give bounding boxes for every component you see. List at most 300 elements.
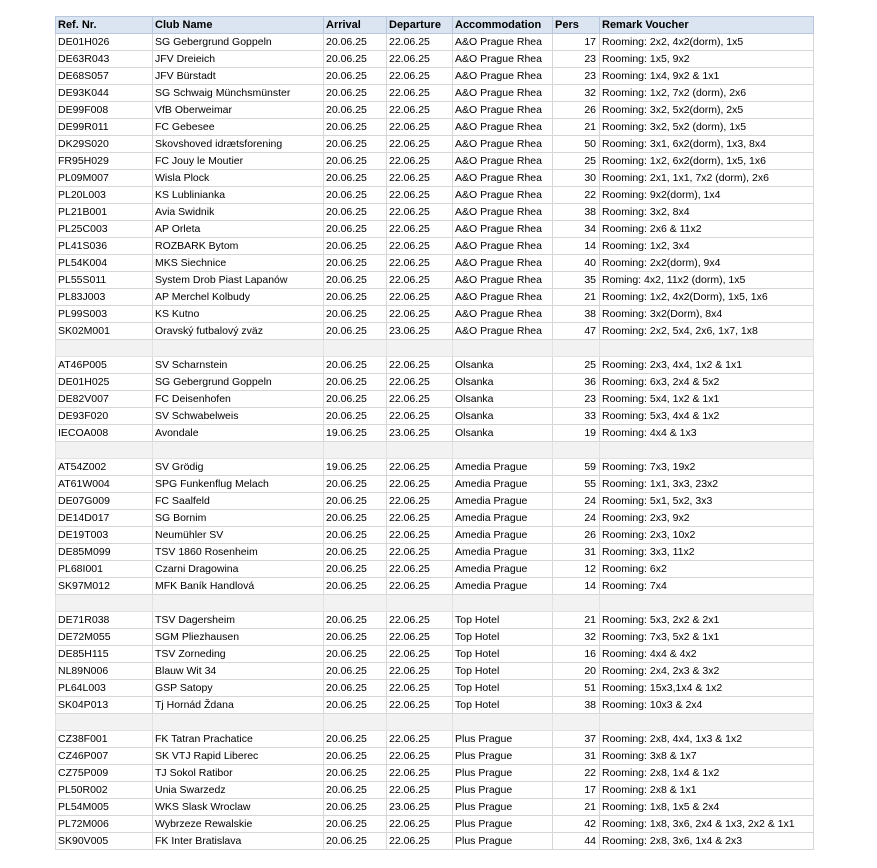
remark-cell[interactable]: Rooming: 1x5, 9x2	[600, 51, 814, 68]
ref-nr-cell[interactable]: PL50R002	[56, 782, 153, 799]
pers-cell[interactable]: 17	[553, 782, 600, 799]
club-name-cell[interactable]: Wisla Plock	[153, 170, 324, 187]
ref-nr-cell[interactable]: PL83J003	[56, 289, 153, 306]
arrival-cell[interactable]: 20.06.25	[324, 476, 387, 493]
header-departure[interactable]: Departure	[387, 17, 453, 34]
arrival-cell[interactable]: 20.06.25	[324, 612, 387, 629]
departure-cell[interactable]: 22.06.25	[387, 153, 453, 170]
arrival-cell[interactable]: 20.06.25	[324, 493, 387, 510]
header-arrival[interactable]: Arrival	[324, 17, 387, 34]
arrival-cell[interactable]: 20.06.25	[324, 663, 387, 680]
departure-cell[interactable]: 22.06.25	[387, 34, 453, 51]
club-name-cell[interactable]: SV Scharnstein	[153, 357, 324, 374]
club-name-cell[interactable]: KS Kutno	[153, 306, 324, 323]
remark-cell[interactable]: Rooming: 1x2, 3x4	[600, 238, 814, 255]
arrival-cell[interactable]: 20.06.25	[324, 238, 387, 255]
departure-cell[interactable]: 22.06.25	[387, 51, 453, 68]
accommodation-cell[interactable]: Amedia Prague	[453, 510, 553, 527]
arrival-cell[interactable]: 20.06.25	[324, 544, 387, 561]
remark-cell[interactable]: Rooming: 2x2, 5x4, 2x6, 1x7, 1x8	[600, 323, 814, 340]
accommodation-cell[interactable]: Amedia Prague	[453, 476, 553, 493]
accommodation-cell[interactable]: Amedia Prague	[453, 561, 553, 578]
remark-cell[interactable]: Rooming: 3x2(Dorm), 8x4	[600, 306, 814, 323]
departure-cell[interactable]: 22.06.25	[387, 408, 453, 425]
empty-cell[interactable]	[324, 442, 387, 459]
club-name-cell[interactable]: Tj Hornád Ždana	[153, 697, 324, 714]
arrival-cell[interactable]: 20.06.25	[324, 85, 387, 102]
departure-cell[interactable]: 23.06.25	[387, 799, 453, 816]
ref-nr-cell[interactable]: DE72M055	[56, 629, 153, 646]
empty-cell[interactable]	[553, 442, 600, 459]
remark-cell[interactable]: Rooming: 1x2, 7x2 (dorm), 2x6	[600, 85, 814, 102]
departure-cell[interactable]: 22.06.25	[387, 102, 453, 119]
accommodation-cell[interactable]: A&O Prague Rhea	[453, 272, 553, 289]
club-name-cell[interactable]: ROZBARK Bytom	[153, 238, 324, 255]
pers-cell[interactable]: 24	[553, 493, 600, 510]
club-name-cell[interactable]: GSP Satopy	[153, 680, 324, 697]
club-name-cell[interactable]: SPG Funkenflug Melach	[153, 476, 324, 493]
club-name-cell[interactable]: Oravský futbalový zväz	[153, 323, 324, 340]
club-name-cell[interactable]: MFK Baník Handlová	[153, 578, 324, 595]
ref-nr-cell[interactable]: PL99S003	[56, 306, 153, 323]
departure-cell[interactable]: 22.06.25	[387, 272, 453, 289]
accommodation-cell[interactable]: A&O Prague Rhea	[453, 204, 553, 221]
accommodation-cell[interactable]: A&O Prague Rhea	[453, 102, 553, 119]
club-name-cell[interactable]: Skovshoved idrætsforening	[153, 136, 324, 153]
header-club-name[interactable]: Club Name	[153, 17, 324, 34]
departure-cell[interactable]: 22.06.25	[387, 255, 453, 272]
departure-cell[interactable]: 22.06.25	[387, 748, 453, 765]
ref-nr-cell[interactable]: PL72M006	[56, 816, 153, 833]
pers-cell[interactable]: 14	[553, 578, 600, 595]
departure-cell[interactable]: 22.06.25	[387, 204, 453, 221]
arrival-cell[interactable]: 19.06.25	[324, 425, 387, 442]
accommodation-cell[interactable]: Plus Prague	[453, 748, 553, 765]
arrival-cell[interactable]: 20.06.25	[324, 374, 387, 391]
arrival-cell[interactable]: 20.06.25	[324, 255, 387, 272]
accommodation-cell[interactable]: Amedia Prague	[453, 493, 553, 510]
remark-cell[interactable]: Rooming: 1x2, 4x2(Dorm), 1x5, 1x6	[600, 289, 814, 306]
remark-cell[interactable]: Rooming: 3x1, 6x2(dorm), 1x3, 8x4	[600, 136, 814, 153]
pers-cell[interactable]: 34	[553, 221, 600, 238]
remark-cell[interactable]: Rooming: 2x3, 10x2	[600, 527, 814, 544]
arrival-cell[interactable]: 20.06.25	[324, 833, 387, 850]
club-name-cell[interactable]: TSV Dagersheim	[153, 612, 324, 629]
departure-cell[interactable]: 22.06.25	[387, 561, 453, 578]
ref-nr-cell[interactable]: CZ46P007	[56, 748, 153, 765]
accommodation-cell[interactable]: Plus Prague	[453, 765, 553, 782]
arrival-cell[interactable]: 20.06.25	[324, 323, 387, 340]
club-name-cell[interactable]: AP Orleta	[153, 221, 324, 238]
accommodation-cell[interactable]: Plus Prague	[453, 816, 553, 833]
arrival-cell[interactable]: 20.06.25	[324, 510, 387, 527]
pers-cell[interactable]: 26	[553, 102, 600, 119]
remark-cell[interactable]: Rooming: 1x4, 9x2 & 1x1	[600, 68, 814, 85]
empty-cell[interactable]	[453, 595, 553, 612]
pers-cell[interactable]: 42	[553, 816, 600, 833]
remark-cell[interactable]: Rooming: 2x2, 4x2(dorm), 1x5	[600, 34, 814, 51]
departure-cell[interactable]: 22.06.25	[387, 374, 453, 391]
pers-cell[interactable]: 31	[553, 544, 600, 561]
arrival-cell[interactable]: 20.06.25	[324, 204, 387, 221]
header-accommodation[interactable]: Accommodation	[453, 17, 553, 34]
departure-cell[interactable]: 23.06.25	[387, 323, 453, 340]
accommodation-cell[interactable]: Top Hotel	[453, 646, 553, 663]
departure-cell[interactable]: 22.06.25	[387, 527, 453, 544]
arrival-cell[interactable]: 20.06.25	[324, 119, 387, 136]
accommodation-cell[interactable]: A&O Prague Rhea	[453, 153, 553, 170]
departure-cell[interactable]: 22.06.25	[387, 680, 453, 697]
club-name-cell[interactable]: AP Merchel Kolbudy	[153, 289, 324, 306]
departure-cell[interactable]: 22.06.25	[387, 476, 453, 493]
remark-cell[interactable]: Rooming: 5x3, 4x4 & 1x2	[600, 408, 814, 425]
arrival-cell[interactable]: 20.06.25	[324, 357, 387, 374]
arrival-cell[interactable]: 20.06.25	[324, 306, 387, 323]
arrival-cell[interactable]: 20.06.25	[324, 289, 387, 306]
club-name-cell[interactable]: SG Schwaig Münchsmünster	[153, 85, 324, 102]
arrival-cell[interactable]: 20.06.25	[324, 799, 387, 816]
departure-cell[interactable]: 22.06.25	[387, 136, 453, 153]
empty-cell[interactable]	[324, 340, 387, 357]
empty-cell[interactable]	[153, 340, 324, 357]
empty-cell[interactable]	[453, 442, 553, 459]
arrival-cell[interactable]: 20.06.25	[324, 816, 387, 833]
departure-cell[interactable]: 22.06.25	[387, 765, 453, 782]
pers-cell[interactable]: 38	[553, 204, 600, 221]
club-name-cell[interactable]: VfB Oberweimar	[153, 102, 324, 119]
remark-cell[interactable]: Rooming: 3x2, 5x2 (dorm), 1x5	[600, 119, 814, 136]
arrival-cell[interactable]: 20.06.25	[324, 748, 387, 765]
remark-cell[interactable]: Rooming: 2x2(dorm), 9x4	[600, 255, 814, 272]
pers-cell[interactable]: 32	[553, 629, 600, 646]
departure-cell[interactable]: 22.06.25	[387, 612, 453, 629]
club-name-cell[interactable]: Blauw Wit 34	[153, 663, 324, 680]
accommodation-cell[interactable]: A&O Prague Rhea	[453, 255, 553, 272]
ref-nr-cell[interactable]: DE14D017	[56, 510, 153, 527]
departure-cell[interactable]: 22.06.25	[387, 221, 453, 238]
remark-cell[interactable]: Rooming: 1x2, 6x2(dorm), 1x5, 1x6	[600, 153, 814, 170]
remark-cell[interactable]: Rooming: 1x1, 3x3, 23x2	[600, 476, 814, 493]
arrival-cell[interactable]: 20.06.25	[324, 153, 387, 170]
club-name-cell[interactable]: FC Jouy le Moutier	[153, 153, 324, 170]
empty-cell[interactable]	[553, 595, 600, 612]
empty-cell[interactable]	[387, 595, 453, 612]
accommodation-cell[interactable]: Top Hotel	[453, 663, 553, 680]
pers-cell[interactable]: 50	[553, 136, 600, 153]
accommodation-cell[interactable]: A&O Prague Rhea	[453, 187, 553, 204]
accommodation-cell[interactable]: A&O Prague Rhea	[453, 170, 553, 187]
arrival-cell[interactable]: 20.06.25	[324, 697, 387, 714]
pers-cell[interactable]: 36	[553, 374, 600, 391]
club-name-cell[interactable]: WKS Slask Wroclaw	[153, 799, 324, 816]
ref-nr-cell[interactable]: PL21B001	[56, 204, 153, 221]
empty-cell[interactable]	[153, 442, 324, 459]
empty-cell[interactable]	[153, 595, 324, 612]
pers-cell[interactable]: 22	[553, 187, 600, 204]
header-ref-nr[interactable]: Ref. Nr.	[56, 17, 153, 34]
remark-cell[interactable]: Rooming: 2x4, 2x3 & 3x2	[600, 663, 814, 680]
ref-nr-cell[interactable]: DE85H115	[56, 646, 153, 663]
remark-cell[interactable]: Roming: 4x2, 11x2 (dorm), 1x5	[600, 272, 814, 289]
accommodation-cell[interactable]: Olsanka	[453, 374, 553, 391]
empty-cell[interactable]	[453, 714, 553, 731]
empty-cell[interactable]	[387, 442, 453, 459]
arrival-cell[interactable]: 20.06.25	[324, 136, 387, 153]
remark-cell[interactable]: Rooming: 6x2	[600, 561, 814, 578]
ref-nr-cell[interactable]: PL54K004	[56, 255, 153, 272]
ref-nr-cell[interactable]: DE19T003	[56, 527, 153, 544]
accommodation-cell[interactable]: Olsanka	[453, 408, 553, 425]
remark-cell[interactable]: Rooming: 2x8, 4x4, 1x3 & 1x2	[600, 731, 814, 748]
remark-cell[interactable]: Rooming: 1x8, 3x6, 2x4 & 1x3, 2x2 & 1x1	[600, 816, 814, 833]
pers-cell[interactable]: 59	[553, 459, 600, 476]
remark-cell[interactable]: Rooming: 6x3, 2x4 & 5x2	[600, 374, 814, 391]
club-name-cell[interactable]: FC Deisenhofen	[153, 391, 324, 408]
arrival-cell[interactable]: 20.06.25	[324, 221, 387, 238]
ref-nr-cell[interactable]: DE93K044	[56, 85, 153, 102]
remark-cell[interactable]: Rooming: 3x8 & 1x7	[600, 748, 814, 765]
remark-cell[interactable]: Rooming: 4x4 & 1x3	[600, 425, 814, 442]
ref-nr-cell[interactable]: SK02M001	[56, 323, 153, 340]
accommodation-cell[interactable]: Plus Prague	[453, 731, 553, 748]
remark-cell[interactable]: Rooming: 2x1, 1x1, 7x2 (dorm), 2x6	[600, 170, 814, 187]
arrival-cell[interactable]: 20.06.25	[324, 68, 387, 85]
empty-cell[interactable]	[600, 442, 814, 459]
remark-cell[interactable]: Rooming: 3x3, 11x2	[600, 544, 814, 561]
ref-nr-cell[interactable]: PL25C003	[56, 221, 153, 238]
accommodation-cell[interactable]: Plus Prague	[453, 833, 553, 850]
accommodation-cell[interactable]: Top Hotel	[453, 629, 553, 646]
club-name-cell[interactable]: Unia Swarzedz	[153, 782, 324, 799]
departure-cell[interactable]: 22.06.25	[387, 816, 453, 833]
pers-cell[interactable]: 38	[553, 306, 600, 323]
club-name-cell[interactable]: TSV 1860 Rosenheim	[153, 544, 324, 561]
empty-cell[interactable]	[453, 340, 553, 357]
pers-cell[interactable]: 21	[553, 799, 600, 816]
header-pers[interactable]: Pers	[553, 17, 600, 34]
club-name-cell[interactable]: FC Gebesee	[153, 119, 324, 136]
club-name-cell[interactable]: Avondale	[153, 425, 324, 442]
pers-cell[interactable]: 44	[553, 833, 600, 850]
departure-cell[interactable]: 22.06.25	[387, 289, 453, 306]
pers-cell[interactable]: 22	[553, 765, 600, 782]
club-name-cell[interactable]: FK Tatran Prachatice	[153, 731, 324, 748]
club-name-cell[interactable]: Czarni Dragowina	[153, 561, 324, 578]
departure-cell[interactable]: 22.06.25	[387, 493, 453, 510]
ref-nr-cell[interactable]: DE68S057	[56, 68, 153, 85]
departure-cell[interactable]: 22.06.25	[387, 646, 453, 663]
pers-cell[interactable]: 19	[553, 425, 600, 442]
ref-nr-cell[interactable]: PL41S036	[56, 238, 153, 255]
ref-nr-cell[interactable]: DE82V007	[56, 391, 153, 408]
accommodation-cell[interactable]: Olsanka	[453, 357, 553, 374]
club-name-cell[interactable]: FC Saalfeld	[153, 493, 324, 510]
arrival-cell[interactable]: 20.06.25	[324, 102, 387, 119]
pers-cell[interactable]: 30	[553, 170, 600, 187]
remark-cell[interactable]: Rooming: 5x1, 5x2, 3x3	[600, 493, 814, 510]
accommodation-cell[interactable]: Plus Prague	[453, 799, 553, 816]
accommodation-cell[interactable]: Top Hotel	[453, 612, 553, 629]
accommodation-cell[interactable]: Olsanka	[453, 425, 553, 442]
pers-cell[interactable]: 37	[553, 731, 600, 748]
arrival-cell[interactable]: 20.06.25	[324, 408, 387, 425]
pers-cell[interactable]: 16	[553, 646, 600, 663]
accommodation-cell[interactable]: Amedia Prague	[453, 544, 553, 561]
ref-nr-cell[interactable]: CZ75P009	[56, 765, 153, 782]
remark-cell[interactable]: Rooming: 10x3 & 2x4	[600, 697, 814, 714]
club-name-cell[interactable]: Neumühler SV	[153, 527, 324, 544]
empty-cell[interactable]	[56, 340, 153, 357]
remark-cell[interactable]: Rooming: 3x2, 8x4	[600, 204, 814, 221]
ref-nr-cell[interactable]: CZ38F001	[56, 731, 153, 748]
empty-cell[interactable]	[56, 442, 153, 459]
arrival-cell[interactable]: 20.06.25	[324, 680, 387, 697]
accommodation-cell[interactable]: A&O Prague Rhea	[453, 51, 553, 68]
ref-nr-cell[interactable]: PL54M005	[56, 799, 153, 816]
departure-cell[interactable]: 22.06.25	[387, 357, 453, 374]
pers-cell[interactable]: 23	[553, 391, 600, 408]
pers-cell[interactable]: 14	[553, 238, 600, 255]
club-name-cell[interactable]: SGM Pliezhausen	[153, 629, 324, 646]
ref-nr-cell[interactable]: DE93F020	[56, 408, 153, 425]
remark-cell[interactable]: Rooming: 2x8, 1x4 & 1x2	[600, 765, 814, 782]
arrival-cell[interactable]: 20.06.25	[324, 629, 387, 646]
ref-nr-cell[interactable]: DE99F008	[56, 102, 153, 119]
ref-nr-cell[interactable]: DK29S020	[56, 136, 153, 153]
pers-cell[interactable]: 51	[553, 680, 600, 697]
departure-cell[interactable]: 22.06.25	[387, 510, 453, 527]
arrival-cell[interactable]: 20.06.25	[324, 34, 387, 51]
ref-nr-cell[interactable]: AT61W004	[56, 476, 153, 493]
empty-cell[interactable]	[600, 340, 814, 357]
empty-cell[interactable]	[553, 340, 600, 357]
departure-cell[interactable]: 22.06.25	[387, 85, 453, 102]
accommodation-cell[interactable]: A&O Prague Rhea	[453, 68, 553, 85]
empty-cell[interactable]	[56, 714, 153, 731]
arrival-cell[interactable]: 20.06.25	[324, 731, 387, 748]
remark-cell[interactable]: Rooming: 9x2(dorm), 1x4	[600, 187, 814, 204]
club-name-cell[interactable]: FK Inter Bratislava	[153, 833, 324, 850]
remark-cell[interactable]: Rooming: 7x3, 5x2 & 1x1	[600, 629, 814, 646]
ref-nr-cell[interactable]: SK04P013	[56, 697, 153, 714]
departure-cell[interactable]: 22.06.25	[387, 187, 453, 204]
remark-cell[interactable]: Rooming: 2x3, 9x2	[600, 510, 814, 527]
ref-nr-cell[interactable]: PL09M007	[56, 170, 153, 187]
pers-cell[interactable]: 33	[553, 408, 600, 425]
ref-nr-cell[interactable]: AT46P005	[56, 357, 153, 374]
club-name-cell[interactable]: SV Schwabelweis	[153, 408, 324, 425]
departure-cell[interactable]: 22.06.25	[387, 578, 453, 595]
remark-cell[interactable]: Rooming: 5x3, 2x2 & 2x1	[600, 612, 814, 629]
pers-cell[interactable]: 12	[553, 561, 600, 578]
departure-cell[interactable]: 23.06.25	[387, 425, 453, 442]
club-name-cell[interactable]: SV Grödig	[153, 459, 324, 476]
accommodation-cell[interactable]: A&O Prague Rhea	[453, 85, 553, 102]
arrival-cell[interactable]: 20.06.25	[324, 527, 387, 544]
club-name-cell[interactable]: SG Gebergrund Goppeln	[153, 34, 324, 51]
departure-cell[interactable]: 22.06.25	[387, 68, 453, 85]
empty-cell[interactable]	[387, 340, 453, 357]
accommodation-cell[interactable]: Amedia Prague	[453, 578, 553, 595]
departure-cell[interactable]: 22.06.25	[387, 238, 453, 255]
club-name-cell[interactable]: KS Lublinianka	[153, 187, 324, 204]
empty-cell[interactable]	[600, 595, 814, 612]
accommodation-cell[interactable]: A&O Prague Rhea	[453, 136, 553, 153]
pers-cell[interactable]: 25	[553, 357, 600, 374]
club-name-cell[interactable]: JFV Dreieich	[153, 51, 324, 68]
pers-cell[interactable]: 26	[553, 527, 600, 544]
ref-nr-cell[interactable]: NL89N006	[56, 663, 153, 680]
pers-cell[interactable]: 40	[553, 255, 600, 272]
club-name-cell[interactable]: SG Bornim	[153, 510, 324, 527]
pers-cell[interactable]: 23	[553, 51, 600, 68]
accommodation-cell[interactable]: A&O Prague Rhea	[453, 221, 553, 238]
ref-nr-cell[interactable]: FR95H029	[56, 153, 153, 170]
pers-cell[interactable]: 35	[553, 272, 600, 289]
accommodation-cell[interactable]: A&O Prague Rhea	[453, 289, 553, 306]
ref-nr-cell[interactable]: PL68I001	[56, 561, 153, 578]
arrival-cell[interactable]: 20.06.25	[324, 51, 387, 68]
header-remark-voucher[interactable]: Remark Voucher	[600, 17, 814, 34]
departure-cell[interactable]: 22.06.25	[387, 391, 453, 408]
pers-cell[interactable]: 55	[553, 476, 600, 493]
ref-nr-cell[interactable]: SK90V005	[56, 833, 153, 850]
accommodation-cell[interactable]: Amedia Prague	[453, 527, 553, 544]
pers-cell[interactable]: 20	[553, 663, 600, 680]
departure-cell[interactable]: 22.06.25	[387, 833, 453, 850]
remark-cell[interactable]: Rooming: 5x4, 1x2 & 1x1	[600, 391, 814, 408]
departure-cell[interactable]: 22.06.25	[387, 459, 453, 476]
ref-nr-cell[interactable]: DE85M099	[56, 544, 153, 561]
arrival-cell[interactable]: 20.06.25	[324, 272, 387, 289]
remark-cell[interactable]: Rooming: 2x6 & 11x2	[600, 221, 814, 238]
departure-cell[interactable]: 22.06.25	[387, 119, 453, 136]
accommodation-cell[interactable]: Amedia Prague	[453, 459, 553, 476]
ref-nr-cell[interactable]: PL64L003	[56, 680, 153, 697]
ref-nr-cell[interactable]: DE71R038	[56, 612, 153, 629]
club-name-cell[interactable]: JFV Bürstadt	[153, 68, 324, 85]
departure-cell[interactable]: 22.06.25	[387, 170, 453, 187]
arrival-cell[interactable]: 20.06.25	[324, 391, 387, 408]
arrival-cell[interactable]: 19.06.25	[324, 459, 387, 476]
empty-cell[interactable]	[324, 714, 387, 731]
remark-cell[interactable]: Rooming: 2x3, 4x4, 1x2 & 1x1	[600, 357, 814, 374]
club-name-cell[interactable]: TSV Zorneding	[153, 646, 324, 663]
club-name-cell[interactable]: TJ Sokol Ratibor	[153, 765, 324, 782]
accommodation-cell[interactable]: A&O Prague Rhea	[453, 323, 553, 340]
remark-cell[interactable]: Rooming: 1x8, 1x5 & 2x4	[600, 799, 814, 816]
pers-cell[interactable]: 17	[553, 34, 600, 51]
accommodation-cell[interactable]: A&O Prague Rhea	[453, 119, 553, 136]
departure-cell[interactable]: 22.06.25	[387, 782, 453, 799]
empty-cell[interactable]	[324, 595, 387, 612]
pers-cell[interactable]: 23	[553, 68, 600, 85]
club-name-cell[interactable]: MKS Siechnice	[153, 255, 324, 272]
club-name-cell[interactable]: System Drob Piast Lapanów	[153, 272, 324, 289]
ref-nr-cell[interactable]: PL20L003	[56, 187, 153, 204]
departure-cell[interactable]: 22.06.25	[387, 663, 453, 680]
ref-nr-cell[interactable]: AT54Z002	[56, 459, 153, 476]
empty-cell[interactable]	[153, 714, 324, 731]
club-name-cell[interactable]: SG Gebergrund Goppeln	[153, 374, 324, 391]
arrival-cell[interactable]: 20.06.25	[324, 782, 387, 799]
club-name-cell[interactable]: Wybrzeze Rewalskie	[153, 816, 324, 833]
accommodation-cell[interactable]: Top Hotel	[453, 697, 553, 714]
pers-cell[interactable]: 24	[553, 510, 600, 527]
empty-cell[interactable]	[387, 714, 453, 731]
pers-cell[interactable]: 47	[553, 323, 600, 340]
remark-cell[interactable]: Rooming: 4x4 & 4x2	[600, 646, 814, 663]
